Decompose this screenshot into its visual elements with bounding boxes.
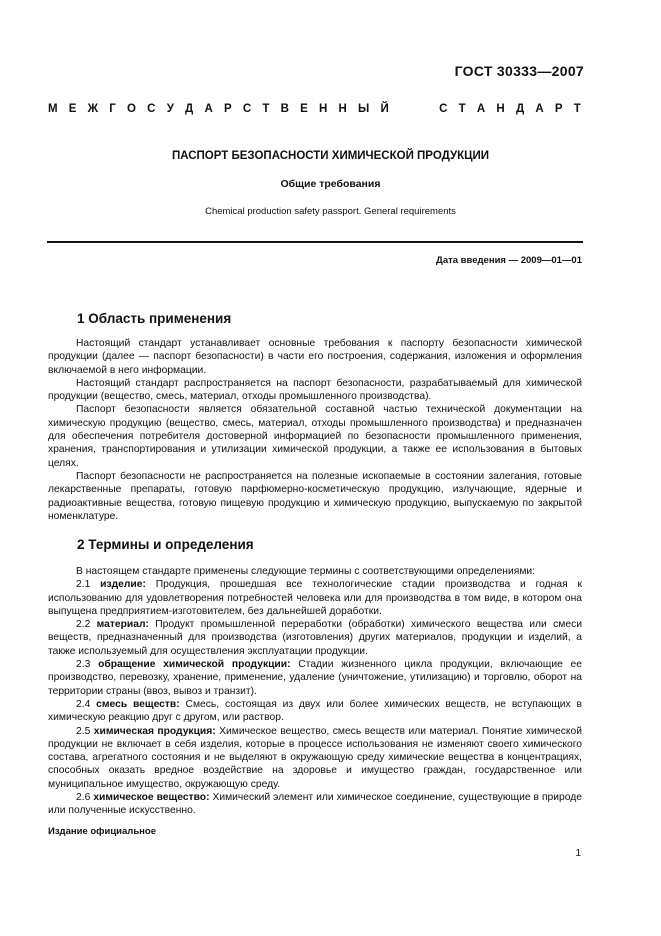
document-subtitle: Общие требования — [280, 178, 381, 190]
edition-note: Издание официальное — [48, 826, 156, 837]
banner-letter: Е — [300, 103, 308, 115]
banner-letter: Н — [338, 103, 347, 115]
banner-letter: Е — [68, 103, 77, 115]
introduction-date: Дата введения — 2009—01—01 — [436, 255, 582, 266]
banner-letter: С — [147, 103, 156, 115]
banner-letter: У — [166, 103, 174, 115]
paragraph: Настоящий стандарт устанавливает основные требования к паспорту безопасности химической продукции (далее — паспорт безопасности) в части его построения, содержания, изложения и оформления включаемой в него информации. — [48, 338, 582, 376]
banner-letter: Р — [223, 103, 232, 115]
banner-letter: Т — [573, 103, 581, 115]
banner-word-gap — [400, 103, 428, 115]
paragraph: Паспорт безопасности не распространяется на полезные ископаемые в состоянии залегания, готовые лекарственные препараты, готовую парфюмерно-косметическую продукцию, излучающие, ядерные и радиоактивные вещества, готовую пищевую продукцию и химическую продукцию, выпускаемую по закрытой номенклатуре. — [48, 470, 582, 522]
banner-letter: Й — [380, 103, 389, 115]
banner-letter: Т — [458, 103, 466, 115]
banner-letter: Т — [262, 103, 270, 115]
section-2-intro: В настоящем стандарте применены следующие термины с соответствующими определениями: — [76, 566, 536, 577]
term-definition: 2.3 обращение химической продукции: Стадии жизненного цикла продукции, включающие ее производство, перевозку, хранение, применение, удаление (уничтожение, утилизацию) и торговлю, оборот на территории страны (ввоз, вывоз и транзит). — [48, 659, 582, 697]
section-2-body — [48, 565, 582, 818]
term-definition: 2.5 химическая продукция: Химическое вещество, смесь веществ или материал. Понятие химической продукции не включает в себя изделия, которые в процессе использования не изменяют своего химического состава, агрегатного состояния и не выделяют в окружающую среду химические вещества в концентрациях, способных оказать вредное воздействие на здоровье и имущество граждан, государственное или муниципальное имущество, окружающую среду. — [48, 725, 582, 790]
banner-letter: Ж — [87, 103, 99, 115]
section-2-heading: 2 Термины и определения — [77, 537, 254, 552]
standard-number: ГОСТ 30333—2007 — [454, 63, 584, 79]
banner-letter: О — [127, 103, 136, 115]
header-divider — [47, 241, 583, 243]
banner-letter: В — [280, 103, 289, 115]
term-definition: 2.6 химическое вещество: Химический элемент или химическое соединение, существующие в природе или полученные искусственно. — [48, 792, 582, 817]
section-1-heading: 1 Область применения — [77, 311, 232, 326]
banner-letter: С — [439, 103, 448, 115]
english-title: Chemical production safety passport. General requirements — [205, 206, 456, 217]
banner-letter: Р — [554, 103, 563, 115]
banner-letter: А — [204, 103, 213, 115]
document-title: ПАСПОРТ БЕЗОПАСНОСТИ ХИМИЧЕСКОЙ ПРОДУКЦИИ — [171, 150, 490, 162]
interstate-standard-banner — [48, 103, 581, 115]
banner-letter: С — [242, 103, 252, 115]
banner-letter: Н — [318, 103, 328, 115]
banner-letter: А — [535, 103, 544, 115]
term-definition: 2.2 материал: Продукт промышленной переработки (обработки) химического вещества или смеси веществ, предназначенный для производства (изготовления) других материалов, продукции и изделий, а также используемый для осуществления эксплуатации продукции. — [48, 619, 582, 657]
banner-letter: М — [48, 103, 58, 115]
banner-letter: Н — [496, 103, 505, 115]
paragraph: Настоящий стандарт распространяется на паспорт безопасности, разрабатываемый для химической продукции (вещество, смесь, материал, отходы промышленного производства). — [48, 377, 582, 403]
banner-letter: Ы — [358, 103, 370, 115]
banner-letter: А — [476, 103, 486, 115]
banner-letter: Д — [515, 103, 525, 115]
banner-letter: Д — [185, 103, 194, 115]
section-1-body — [48, 337, 582, 523]
banner-letter: Г — [109, 103, 116, 115]
term-definition: 2.1 изделие: Продукция, прошедшая все технологические стадии производства и годная к использованию для удовлетворения потребностей человека или для производства в том виде, в котором она выпущена предприятием-изготовителем, без дальнейшей доработки. — [48, 579, 582, 617]
paragraph: Паспорт безопасности является обязательной составной частью технической документации на химическую продукцию (вещество, смесь, материал, отходы промышленного производства) и предназначен для обеспечения потребителя достоверной информацией по безопасности промышленного применения, хранения, транспортирования и утилизации химической продукции, а также ее использования в бытовых целях. — [48, 404, 582, 469]
term-definition: 2.4 смесь веществ: Смесь, состоящая из двух или более химических веществ, не вступающих в химическую реакцию друг с другом, или раствор. — [48, 698, 582, 724]
page-number: 1 — [575, 848, 581, 859]
